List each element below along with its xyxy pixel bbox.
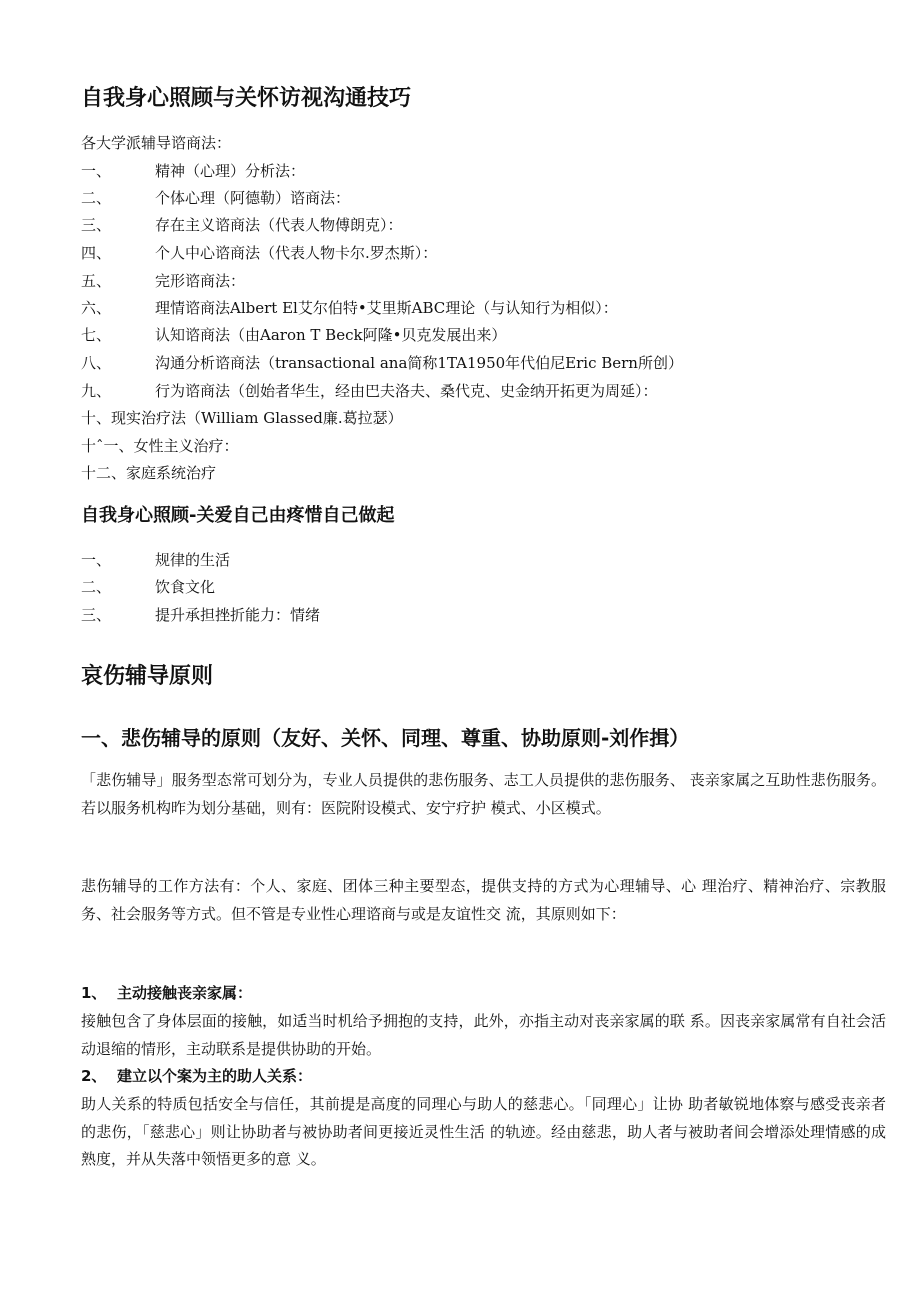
principle-number: 1、 xyxy=(81,984,107,1002)
school-item xyxy=(81,212,886,239)
school-item xyxy=(81,268,886,295)
intro-line: 各大学派辅导谘商法： xyxy=(81,134,232,152)
item-number: 二、 xyxy=(81,578,112,596)
paragraph: 助人关系的特质包括安全与信任，其前提是高度的同理心与助人的慈悲心。「同理心」让协 助者敏锐地体察与感受丧亲者的悲伤，「慈悲心」则让协助者与被协助者间更接近灵性生活 的轨迹。经由慈悲，助人者与被助者间会增添处理情感的成熟度，并从失落中领悟更多的意 义。 xyxy=(81,1095,886,1168)
item-number: 三、 xyxy=(81,216,112,234)
school-item xyxy=(81,322,886,349)
item-text: 个体心理（阿德勒）谘商法： xyxy=(155,189,351,207)
item-text: 提升承担挫折能力：情绪 xyxy=(155,606,321,624)
principle-title: 主动接触丧亲家属： xyxy=(117,984,253,1002)
principle-heading xyxy=(81,1063,886,1090)
item-number: 三、 xyxy=(81,606,112,624)
item-text: 行为谘商法（创始者华生，经由巴夫洛夫、桑代克、史金纳开拓更为周延）： xyxy=(155,382,658,400)
self-care-item xyxy=(81,547,886,574)
school-item xyxy=(81,240,886,267)
item-text: 理情谘商法Albert El艾尔伯特•艾里斯ABC理论（与认知行为相似）： xyxy=(155,299,618,317)
item-number: 二、 xyxy=(81,189,112,207)
principle-title: 建立以个案为主的助人关系： xyxy=(117,1067,313,1085)
school-item: 十ˆ一、女性主义治疗： xyxy=(81,437,239,455)
self-care-item xyxy=(81,574,886,601)
paragraph: 「悲伤辅导」服务型态常可划分为，专业人员提供的悲伤服务、志工人员提供的悲伤服务、 丧亲家属之互助性悲伤服务。若以服务机构昨为划分基础，则有：医院附设模式、安宁疗护 模式、小区模式。 xyxy=(81,771,886,817)
school-item xyxy=(81,350,886,377)
school-item xyxy=(81,158,886,185)
item-number: 一、 xyxy=(81,162,112,180)
item-number: 九、 xyxy=(81,382,112,400)
item-number: 七、 xyxy=(81,326,112,344)
item-number: 四、 xyxy=(81,244,112,262)
item-text: 精神（心理）分析法： xyxy=(155,162,306,180)
item-text: 完形谘商法： xyxy=(155,272,246,290)
school-item xyxy=(81,378,886,405)
section-title-self-care: 自我身心照顾-关爱自己由疼惜自己做起 xyxy=(81,505,395,526)
item-text: 沟通分析谘商法（transactional ana简称1TA1950年代伯尼Eric Bern所创） xyxy=(155,354,683,372)
school-item: 十、现实治疗法（William Glassed廉.葛拉瑟） xyxy=(81,409,403,427)
school-item: 十二、家庭系统治疗 xyxy=(81,464,217,482)
item-number: 八、 xyxy=(81,354,112,372)
item-text: 认知谘商法（由Aaron T Beck阿隆•贝克发展出来） xyxy=(155,326,507,344)
principle-heading xyxy=(81,980,886,1007)
paragraph: 接触包含了身体层面的接触，如适当时机给予拥抱的支持，此外，亦指主动对丧亲家属的联 系。因丧亲家属常有自社会活动退缩的情形，主动联系是提供协助的开始。 xyxy=(81,1012,886,1058)
item-number: 一、 xyxy=(81,551,112,569)
school-item xyxy=(81,185,886,212)
school-item xyxy=(81,295,886,322)
item-text: 饮食文化 xyxy=(155,578,216,596)
item-text: 存在主义谘商法（代表人物傅朗克）： xyxy=(155,216,403,234)
subsection-title-principles: 一、悲伤辅导的原则（友好、关怀、同理、尊重、协助原则-刘作揖） xyxy=(81,726,690,750)
principle-number: 2、 xyxy=(81,1067,107,1085)
self-care-item xyxy=(81,602,886,629)
item-number: 五、 xyxy=(81,272,112,290)
item-text: 规律的生活 xyxy=(155,551,231,569)
item-text: 个人中心谘商法（代表人物卡尔.罗杰斯）： xyxy=(155,244,438,262)
item-number: 六、 xyxy=(81,299,112,317)
section-title-grief: 哀伤辅导原则 xyxy=(81,664,214,689)
paragraph: 悲伤辅导的工作方法有：个人、家庭、团体三种主要型态，提供支持的方式为心理辅导、心 理治疗、精神治疗、宗教服务、社会服务等方式。但不管是专业性心理谘商与或是友谊性交 流，其原则如下： xyxy=(81,877,886,923)
page-title: 自我身心照顾与关怀访视沟通技巧 xyxy=(81,86,412,111)
